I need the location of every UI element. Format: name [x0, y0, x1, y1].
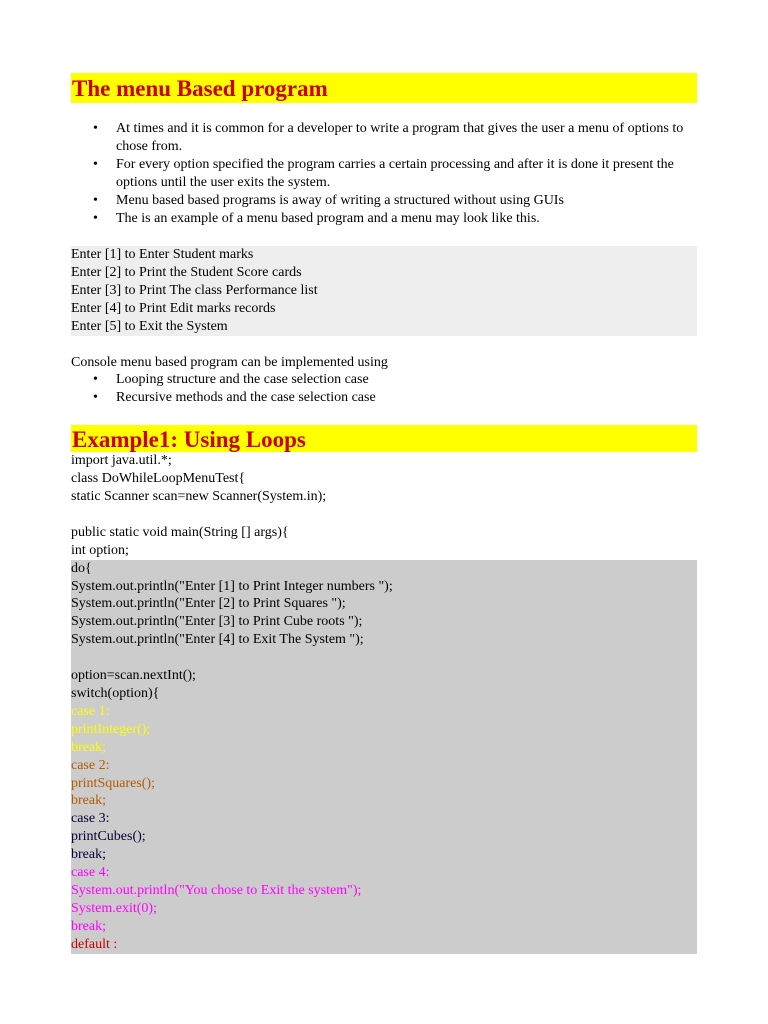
code-line: System.out.println("Enter [2] to Print Squares ");	[71, 596, 346, 612]
case1-line: break;	[71, 739, 106, 755]
case3-line: break;	[71, 847, 106, 863]
code-line: do{	[71, 560, 92, 576]
default-line: default :	[71, 936, 118, 952]
case1-line: printInteger();	[71, 721, 151, 737]
case4-line: break;	[71, 918, 106, 934]
intro-bullet-list	[71, 120, 697, 228]
case3-line: case 3:	[71, 811, 110, 827]
code-block-header	[71, 452, 697, 559]
section-heading-menu-based: The menu Based program	[71, 73, 697, 103]
case3-line: printCubes();	[71, 829, 146, 845]
document-page	[71, 73, 697, 954]
code-line: static Scanner scan=new Scanner(System.in);	[71, 489, 327, 505]
case4-line: case 4:	[71, 865, 110, 881]
method-item: • Looping structure and the case selection case	[116, 371, 697, 389]
code-line: System.out.println("Enter [4] to Exit The System ");	[71, 632, 364, 648]
case2-line: case 2:	[71, 757, 110, 773]
case4-line: System.exit(0);	[71, 900, 157, 916]
bullet-item: • For every option specified the program carries a certain processing and after it is done it present the options until the user exits the system.	[116, 156, 697, 192]
menu-line: Enter [1] to Enter Student marks	[71, 247, 254, 262]
menu-line: Enter [5] to Exit the System	[71, 318, 228, 334]
code-line: System.out.println("Enter [1] to Print Integer numbers ");	[71, 578, 393, 594]
section-heading-example1: Example1: Using Loops	[71, 425, 697, 452]
code-line	[71, 506, 697, 524]
code-line	[71, 649, 697, 667]
method-item: • Recursive methods and the case selection case	[116, 389, 697, 407]
bullet-item: • At times and it is common for a developer to write a program that gives the user a menu of options to chose from.	[116, 120, 697, 156]
case2-line: printSquares();	[71, 775, 155, 791]
bullet-item: • Menu based based programs is away of writing a structured without using GUIs	[116, 192, 697, 210]
code-line: public static void main(String [] args){	[71, 524, 289, 540]
sample-menu-box	[71, 246, 697, 336]
case1-line: case 1:	[71, 703, 110, 719]
case2-line: break;	[71, 793, 106, 809]
code-line: System.out.println("Enter [3] to Print Cube roots ");	[71, 614, 363, 630]
code-line: switch(option){	[71, 686, 160, 701]
code-line: option=scan.nextInt();	[71, 668, 196, 684]
menu-line: Enter [2] to Print the Student Score cards	[71, 264, 302, 280]
code-line: import java.util.*;	[71, 453, 172, 469]
code-block-loop	[71, 560, 697, 954]
bullet-item: • The is an example of a menu based program and a menu may look like this.	[116, 210, 697, 228]
menu-line: Enter [3] to Print The class Performance list	[71, 282, 318, 298]
code-line: int option;	[71, 542, 129, 558]
menu-line: Enter [4] to Print Edit marks records	[71, 300, 276, 316]
code-line: class DoWhileLoopMenuTest{	[71, 471, 246, 487]
case4-line: System.out.println("You chose to Exit the system");	[71, 882, 362, 898]
implementation-intro: Console menu based program can be implemented using	[71, 354, 388, 370]
implementation-method-list	[71, 371, 697, 407]
